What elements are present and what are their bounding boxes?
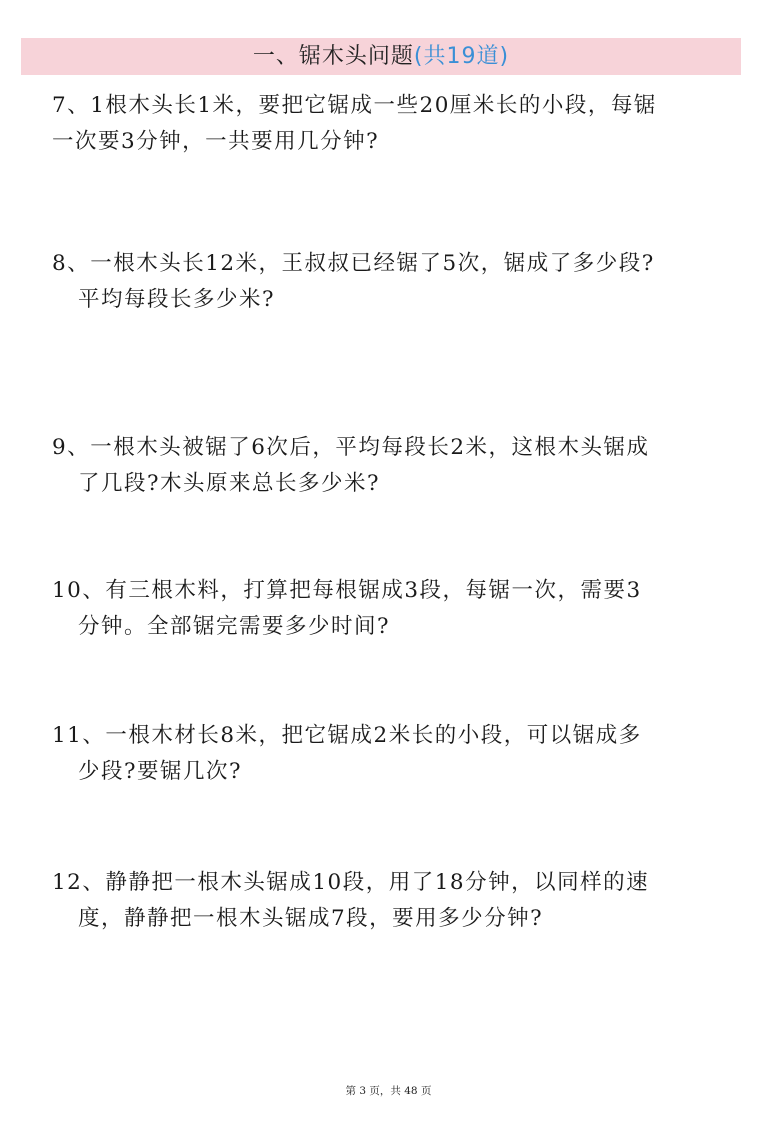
problem-10 <box>52 573 732 645</box>
problem-10-line-1 <box>52 573 732 609</box>
section-title <box>21 38 741 75</box>
problem-11 <box>52 718 732 790</box>
problem-7-line-1 <box>52 88 732 124</box>
section-header-band <box>21 38 741 75</box>
problem-8-line-2: 平均每段长多少米? <box>78 287 276 312</box>
problem-10-line-2: 分钟。全部锯完需要多少时间? <box>78 614 391 639</box>
problem-12 <box>52 865 732 937</box>
problem-12-line-1 <box>52 865 732 901</box>
problem-9-line-1 <box>52 430 732 466</box>
problem-8 <box>52 246 732 318</box>
problem-7 <box>52 88 732 160</box>
problem-text: 有三根木料，打算把每根锯成3段，每锯一次，需要3 <box>105 578 642 603</box>
problem-text: 1根木头长1米，要把它锯成一些20厘米长的小段，每锯 <box>90 93 657 118</box>
problem-text: 一根木头被锯了6次后，平均每段长2米，这根木头锯成 <box>90 435 650 460</box>
problem-number: 12、 <box>52 870 106 895</box>
problem-11-line-1 <box>52 718 732 754</box>
problem-number: 11、 <box>52 723 106 748</box>
problem-9-line-2: 了几段?木头原来总长多少米? <box>78 471 381 496</box>
problem-text: 一根木材长8米，把它锯成2米长的小段，可以锯成多 <box>105 723 642 748</box>
problem-7-line-2: 一次要3分钟，一共要用几分钟? <box>52 129 380 154</box>
problem-12-line-2: 度，静静把一根木头锯成7段，要用多少分钟? <box>78 906 544 931</box>
section-title-text: 一、锯木头问题 <box>252 44 414 69</box>
problem-11-line-2: 少段?要锯几次? <box>78 759 243 784</box>
problem-9 <box>52 430 732 502</box>
problem-number: 8、 <box>52 251 91 276</box>
section-question-count: (共19道) <box>413 44 510 69</box>
problem-number: 9、 <box>52 435 91 460</box>
problem-text: 一根木头长12米，王叔叔已经锯了5次，锯成了多少段? <box>90 251 655 276</box>
problem-number: 7、 <box>52 93 91 118</box>
page-footer: 第 3 页，共 48 页 <box>345 1085 432 1097</box>
problem-8-line-1 <box>52 246 732 282</box>
problem-text: 静静把一根木头锯成10段，用了18分钟，以同样的速 <box>105 870 650 895</box>
problem-number: 10、 <box>52 578 106 603</box>
